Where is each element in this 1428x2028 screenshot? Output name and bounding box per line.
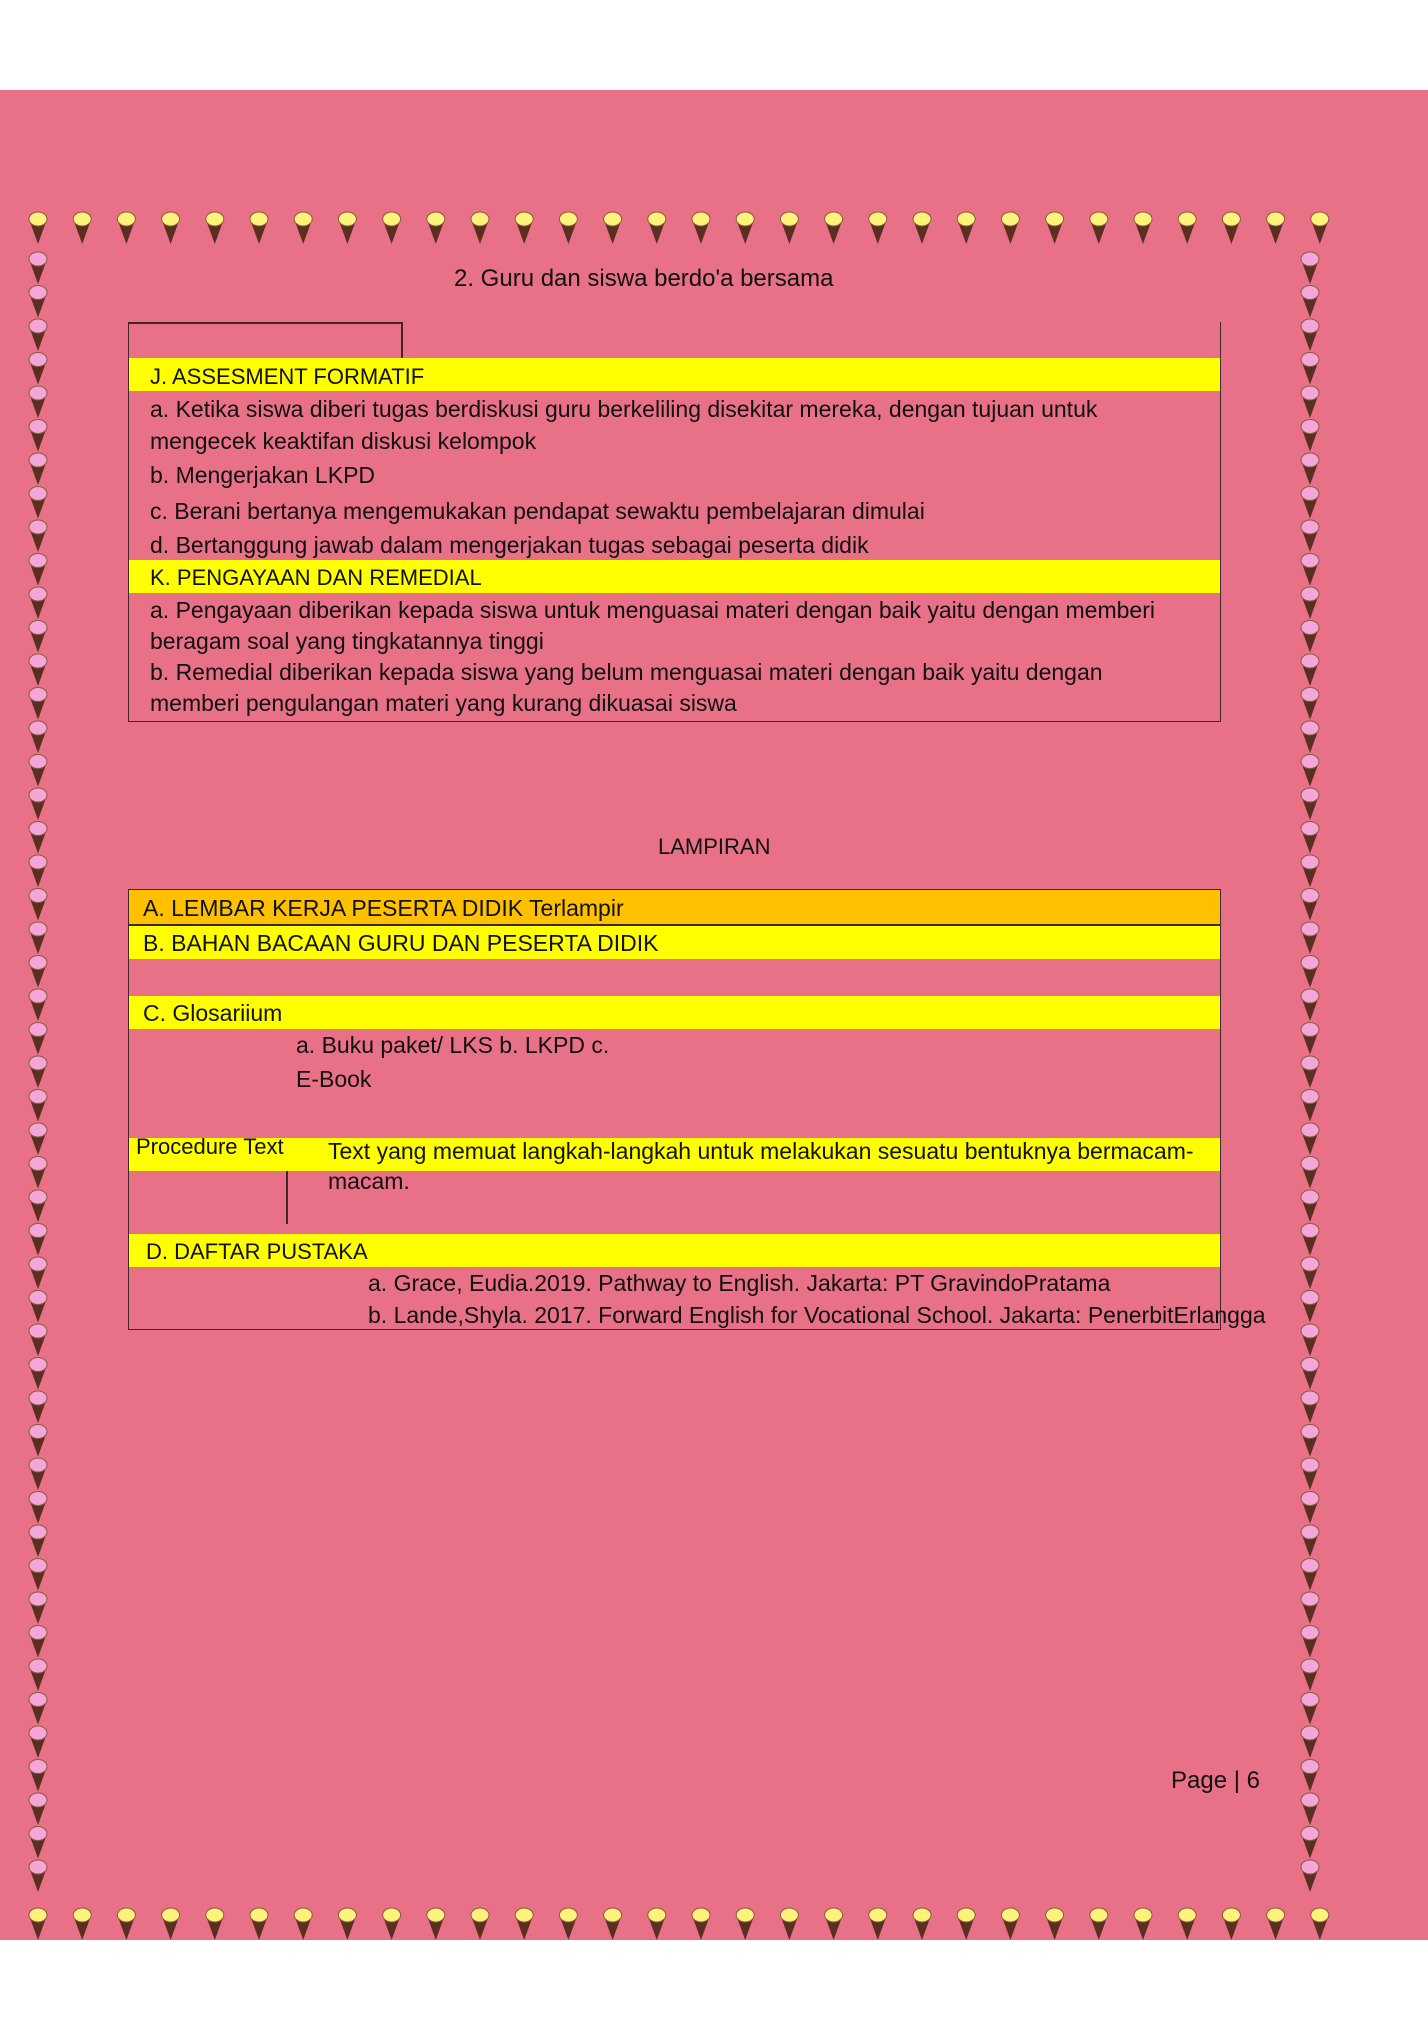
ice-cream-cone-icon	[29, 654, 47, 686]
ice-cream-cone-icon	[29, 1224, 47, 1256]
glossary-term: Procedure Text	[136, 1134, 284, 1159]
ice-cream-cone-icon	[1301, 386, 1319, 418]
ice-cream-cone-icon	[957, 1908, 975, 1940]
ice-cream-cone-icon	[1301, 822, 1319, 854]
ice-cream-cone-icon	[1301, 688, 1319, 720]
glossary-definition: macam.	[328, 1168, 410, 1194]
table-top-rule	[128, 322, 402, 324]
ice-cream-cone-icon	[515, 212, 533, 244]
ice-cream-cone-icon	[29, 755, 47, 787]
ice-cream-cone-icon	[1301, 1291, 1319, 1323]
ice-cream-cone-icon	[1301, 922, 1319, 954]
ice-cream-cone-icon	[162, 212, 180, 244]
ice-cream-cone-icon	[29, 453, 47, 485]
ice-cream-cone-icon	[604, 1908, 622, 1940]
ice-cream-cone-icon	[29, 956, 47, 988]
ice-cream-cone-icon	[29, 1157, 47, 1189]
ice-cream-cone-icon	[1301, 1492, 1319, 1524]
ice-cream-cone-icon	[825, 212, 843, 244]
attachment-title: LAMPIRAN	[658, 834, 771, 859]
attachment-row-c: C. Glosariium	[143, 1000, 283, 1026]
row-c-bar	[129, 996, 1220, 1029]
ice-cream-cone-icon	[913, 212, 931, 244]
ice-cream-cone-icon	[1090, 212, 1108, 244]
glossary-divider	[286, 1171, 288, 1224]
ice-cream-cone-icon	[383, 1908, 401, 1940]
ice-cream-cone-icon	[1301, 487, 1319, 519]
ice-cream-cone-icon	[1134, 1908, 1152, 1940]
ice-cream-cone-icon	[29, 788, 47, 820]
attachment-row-b: B. BAHAN BACAAN GURU DAN PESERTA DIDIK	[143, 930, 659, 956]
ice-cream-cone-icon	[29, 822, 47, 854]
assessment-item: a. Ketika siswa diberi tugas berdiskusi guru berkeliling disekitar mereka, dengan tujuan untuk	[150, 396, 1098, 422]
ice-cream-cone-icon	[29, 252, 47, 284]
ice-cream-cone-icon	[736, 212, 754, 244]
ice-cream-cone-icon	[29, 286, 47, 318]
ice-cream-cone-icon	[117, 212, 135, 244]
prayer-line: 2. Guru dan siswa berdo'a bersama	[454, 265, 834, 292]
materials-line: a. Buku paket/ LKS b. LKPD c.	[296, 1032, 610, 1058]
ice-cream-cone-icon	[29, 1908, 47, 1940]
ice-cream-cone-icon	[1301, 1860, 1319, 1892]
ice-cream-cone-icon	[73, 1908, 91, 1940]
ice-cream-cone-icon	[1301, 1827, 1319, 1859]
ice-cream-cone-icon	[780, 1908, 798, 1940]
ice-cream-cone-icon	[29, 1291, 47, 1323]
ice-cream-cone-icon	[1301, 1358, 1319, 1390]
ice-cream-cone-icon	[29, 1592, 47, 1624]
document-page	[0, 90, 1428, 1940]
ice-cream-cone-icon	[869, 1908, 887, 1940]
ice-cream-cone-icon	[29, 1760, 47, 1792]
ice-cream-cone-icon	[117, 1908, 135, 1940]
ice-cream-cone-icon	[1301, 453, 1319, 485]
ice-cream-cone-icon	[648, 212, 666, 244]
ice-cream-cone-icon	[29, 855, 47, 887]
enrichment-item: beragam soal yang tingkatannya tinggi	[150, 628, 544, 654]
ice-cream-cone-icon	[825, 1908, 843, 1940]
ice-cream-cone-icon	[1222, 1908, 1240, 1940]
ice-cream-cone-icon	[29, 520, 47, 552]
ice-cream-cone-icon	[1301, 319, 1319, 351]
ice-cream-cone-icon	[471, 1908, 489, 1940]
ice-cream-cone-icon	[1301, 755, 1319, 787]
ice-cream-cone-icon	[29, 386, 47, 418]
ice-cream-cone-icon	[29, 1190, 47, 1222]
ice-cream-cone-icon	[29, 1324, 47, 1356]
ice-cream-cone-icon	[1301, 989, 1319, 1021]
attachment-row-d: D. DAFTAR PUSTAKA	[146, 1239, 368, 1264]
ice-cream-cone-icon	[1301, 788, 1319, 820]
ice-cream-cone-icon	[1301, 889, 1319, 921]
ice-cream-cone-icon	[471, 212, 489, 244]
ice-cream-cone-icon	[1301, 1224, 1319, 1256]
ice-cream-cone-icon	[515, 1908, 533, 1940]
ice-cream-cone-icon	[29, 554, 47, 586]
ice-cream-cone-icon	[1178, 1908, 1196, 1940]
assessment-item: d. Bertanggung jawab dalam mengerjakan tugas sebagai peserta didik	[150, 532, 869, 558]
ice-cream-cone-icon	[559, 212, 577, 244]
ice-cream-cone-icon	[29, 212, 47, 244]
ice-cream-cone-icon	[1001, 212, 1019, 244]
ice-cream-cone-icon	[29, 989, 47, 1021]
ice-cream-cone-icon	[338, 1908, 356, 1940]
ice-cream-cone-icon	[1301, 1525, 1319, 1557]
ice-cream-cone-icon	[1301, 587, 1319, 619]
ice-cream-cone-icon	[1046, 1908, 1064, 1940]
ice-cream-cone-icon	[29, 1659, 47, 1691]
ice-cream-cone-icon	[294, 1908, 312, 1940]
ice-cream-cone-icon	[1301, 1726, 1319, 1758]
ice-cream-cone-icon	[957, 212, 975, 244]
ice-cream-cone-icon	[1301, 1056, 1319, 1088]
ice-cream-cone-icon	[29, 1827, 47, 1859]
ice-cream-cone-icon	[1267, 1908, 1285, 1940]
ice-cream-cone-icon	[29, 1425, 47, 1457]
enrichment-item: memberi pengulangan materi yang kurang dikuasai siswa	[150, 690, 737, 716]
ice-cream-cone-icon	[29, 1023, 47, 1055]
page-number: Page | 6	[1171, 1767, 1260, 1794]
ice-cream-cone-icon	[1301, 1693, 1319, 1725]
ice-cream-cone-icon	[29, 1693, 47, 1725]
ice-cream-cone-icon	[73, 212, 91, 244]
ice-cream-cone-icon	[1301, 621, 1319, 653]
ice-cream-cone-icon	[250, 1908, 268, 1940]
ice-cream-cone-icon	[1301, 1425, 1319, 1457]
ice-cream-cone-icon	[29, 621, 47, 653]
ice-cream-cone-icon	[1301, 855, 1319, 887]
enrichment-item: a. Pengayaan diberikan kepada siswa untuk menguasai materi dengan baik yaitu dengan memberi	[150, 597, 1155, 623]
ice-cream-cone-icon	[1311, 1908, 1329, 1940]
ice-cream-cone-icon	[29, 1860, 47, 1892]
ice-cream-cone-icon	[29, 1090, 47, 1122]
ice-cream-cone-icon	[206, 212, 224, 244]
ice-cream-cone-icon	[648, 1908, 666, 1940]
ice-cream-cone-icon	[1301, 353, 1319, 385]
ice-cream-cone-icon	[1301, 1157, 1319, 1189]
reference-item: b. Lande,Shyla. 2017. Forward English for Vocational School. Jakarta: PenerbitErlangga	[368, 1302, 1266, 1328]
ice-cream-cone-icon	[1301, 520, 1319, 552]
ice-cream-cone-icon	[1090, 1908, 1108, 1940]
ice-cream-cone-icon	[29, 587, 47, 619]
ice-cream-cone-icon	[29, 487, 47, 519]
ice-cream-cone-icon	[1001, 1908, 1019, 1940]
enrichment-item: b. Remedial diberikan kepada siswa yang belum menguasai materi dengan baik yaitu dengan	[150, 659, 1103, 685]
ice-cream-cone-icon	[1301, 1023, 1319, 1055]
ice-cream-cone-icon	[1301, 1190, 1319, 1222]
assessment-item: mengecek keaktifan diskusi kelompok	[150, 428, 537, 454]
ice-cream-cone-icon	[1301, 1760, 1319, 1792]
ice-cream-cone-icon	[427, 1908, 445, 1940]
ice-cream-cone-icon	[1301, 1458, 1319, 1490]
ice-cream-cone-icon	[29, 1056, 47, 1088]
ice-cream-cone-icon	[1301, 956, 1319, 988]
ice-cream-cone-icon	[162, 1908, 180, 1940]
assessment-item: c. Berani bertanya mengemukakan pendapat sewaktu pembelajaran dimulai	[150, 498, 925, 524]
ice-cream-cone-icon	[29, 1726, 47, 1758]
ice-cream-cone-icon	[559, 1908, 577, 1940]
ice-cream-cone-icon	[1267, 212, 1285, 244]
ice-cream-cone-icon	[1178, 212, 1196, 244]
ice-cream-cone-icon	[29, 1257, 47, 1289]
ice-cream-cone-icon	[29, 1492, 47, 1524]
ice-cream-cone-icon	[1301, 420, 1319, 452]
ice-cream-cone-icon	[29, 420, 47, 452]
ice-cream-cone-icon	[294, 212, 312, 244]
ice-cream-cone-icon	[780, 212, 798, 244]
ice-cream-cone-icon	[736, 1908, 754, 1940]
ice-cream-cone-icon	[29, 1559, 47, 1591]
ice-cream-cone-icon	[29, 889, 47, 921]
assessment-item: b. Mengerjakan LKPD	[150, 462, 376, 488]
ice-cream-cone-icon	[1301, 1090, 1319, 1122]
reference-item: a. Grace, Eudia.2019. Pathway to English. Jakarta: PT GravindoPratama	[368, 1270, 1111, 1296]
ice-cream-cone-icon	[1301, 1559, 1319, 1591]
ice-cream-cone-icon	[29, 319, 47, 351]
ice-cream-cone-icon	[1301, 1592, 1319, 1624]
ice-cream-cone-icon	[29, 922, 47, 954]
ice-cream-cone-icon	[1301, 1123, 1319, 1155]
ice-cream-cone-icon	[29, 1525, 47, 1557]
ice-cream-cone-icon	[29, 1458, 47, 1490]
ice-cream-cone-icon	[604, 212, 622, 244]
attachment-row-a: A. LEMBAR KERJA PESERTA DIDIK Terlampir	[143, 895, 624, 921]
ice-cream-cone-icon	[913, 1908, 931, 1940]
ice-cream-cone-icon	[1311, 212, 1329, 244]
ice-cream-cone-icon	[1301, 1793, 1319, 1825]
ice-cream-cone-icon	[427, 212, 445, 244]
materials-line: E-Book	[296, 1066, 372, 1092]
enrichment-heading: K. PENGAYAAN DAN REMEDIAL	[150, 565, 482, 590]
ice-cream-cone-icon	[29, 1626, 47, 1658]
ice-cream-cone-icon	[1301, 1626, 1319, 1658]
ice-cream-cone-icon	[29, 721, 47, 753]
ice-cream-cone-icon	[250, 212, 268, 244]
ice-cream-cone-icon	[1301, 1324, 1319, 1356]
ice-cream-cone-icon	[1301, 721, 1319, 753]
ice-cream-cone-icon	[1301, 1257, 1319, 1289]
ice-cream-cone-icon	[383, 212, 401, 244]
glossary-definition: Text yang memuat langkah-langkah untuk melakukan sesuatu bentuknya bermacam-	[328, 1138, 1194, 1164]
ice-cream-cone-icon	[1222, 212, 1240, 244]
ice-cream-cone-icon	[1301, 1391, 1319, 1423]
ice-cream-cone-icon	[692, 212, 710, 244]
ice-cream-cone-icon	[338, 212, 356, 244]
ice-cream-cone-icon	[692, 1908, 710, 1940]
ice-cream-cone-icon	[1301, 1659, 1319, 1691]
ice-cream-cone-icon	[29, 688, 47, 720]
ice-cream-cone-icon	[1046, 212, 1064, 244]
ice-cream-cone-icon	[869, 212, 887, 244]
ice-cream-cone-icon	[1301, 252, 1319, 284]
ice-cream-cone-icon	[1134, 212, 1152, 244]
ice-cream-cone-icon	[29, 353, 47, 385]
ice-cream-cone-icon	[1301, 654, 1319, 686]
ice-cream-cone-icon	[1301, 554, 1319, 586]
ice-cream-cone-icon	[1301, 286, 1319, 318]
assessment-heading: J. ASSESMENT FORMATIF	[150, 364, 425, 389]
ice-cream-cone-icon	[29, 1391, 47, 1423]
ice-cream-cone-icon	[29, 1123, 47, 1155]
ice-cream-cone-icon	[29, 1793, 47, 1825]
ice-cream-cone-icon	[206, 1908, 224, 1940]
ice-cream-cone-icon	[29, 1358, 47, 1390]
table-tab-rule	[401, 322, 403, 358]
